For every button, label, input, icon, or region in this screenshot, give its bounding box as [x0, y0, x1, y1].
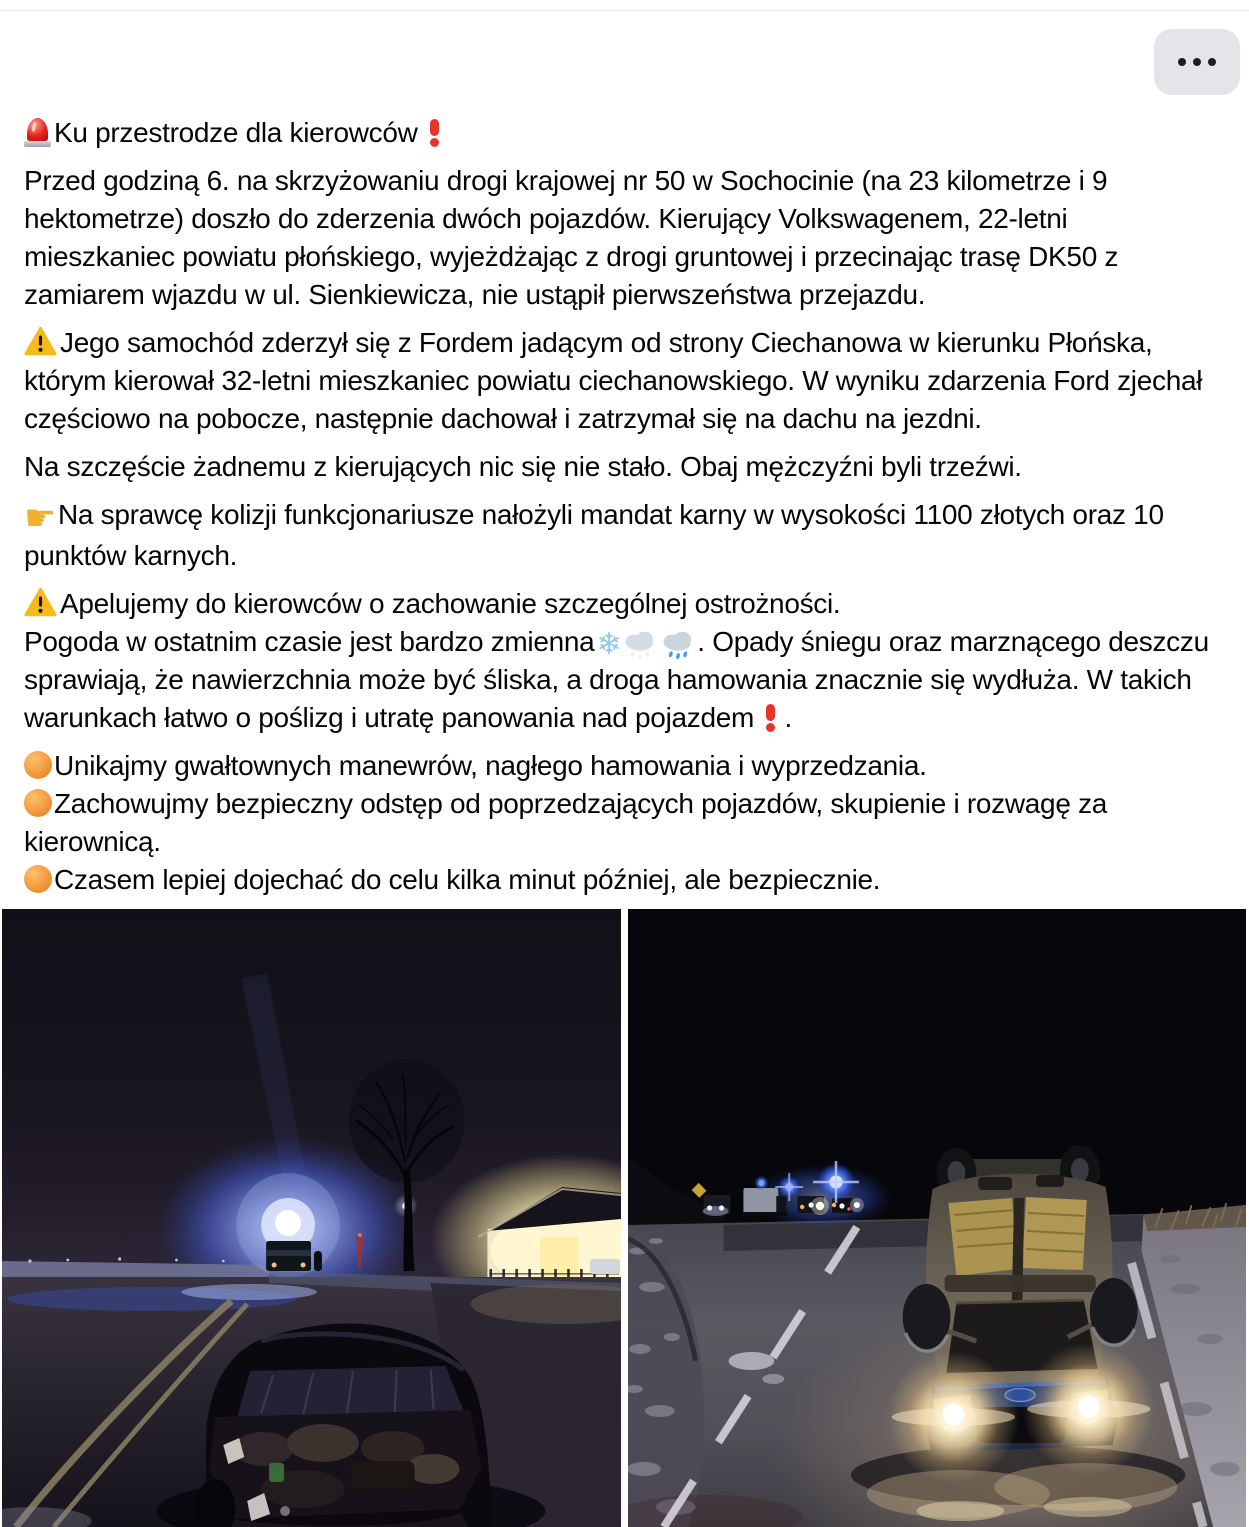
bullet-text: Czasem lepiej dojechać do celu kilka minut później, ale bezpiecznie. — [54, 864, 881, 895]
paragraph-text: . — [777, 702, 792, 733]
paragraph-fine — [24, 496, 1225, 575]
red-exclamation-emoji — [764, 702, 777, 732]
paragraph-text: Na sprawcę kolizji funkcjonariusze nałożyli mandat karny w wysokości 1100 złotych oraz 10 punktów karnych. — [24, 499, 1164, 571]
warning-sign-emoji — [24, 587, 57, 617]
paragraph-collision — [24, 324, 1225, 438]
police-car-light-emoji — [24, 117, 51, 147]
snowflake-emoji — [596, 627, 621, 662]
paragraph-appeal — [24, 585, 1225, 737]
post-header — [0, 0, 1249, 114]
backhand-index-pointing-right-emoji — [24, 498, 56, 539]
bullet-text: Zachowujmy bezpieczny odstęp od poprzedzających pojazdów, skupienie i rozwagę za kierownicą. — [24, 788, 1108, 857]
paragraph-text: Jego samochód zderzył się z Fordem jadącym od strony Ciechanowa w kierunku Płońska, którym kierował 32-letni mieszkaniec powiatu ciechanowskiego. W wyniku zdarzenia Ford zjechał częściowo na pobocze, następnie dachował i zatrzymał się na dachu na jezdni. — [24, 327, 1203, 434]
cloud-with-snow-emoji — [622, 628, 658, 659]
paragraph-accident: Przed godziną 6. na skrzyżowaniu drogi krajowej nr 50 w Sochocinie (na 23 kilometrze i 9 hektometrze) doszło do zderzenia dwóch pojazdów. Kierujący Volkswagenem, 22-letni mieszkaniec powiatu płońskiego, wyjeżdżając z drogi gruntowej i przecinając trasę DK50 z zamiarem wjazdu w ul. Sienkiewicza, nie ustąpił pierwszeństwa przejazdu. — [24, 165, 1119, 310]
paragraph-outcome: Na szczęście żadnemu z kierujących nic się nie stało. Obaj mężczyźni byli trzeźwi. — [24, 451, 1022, 482]
orange-circle-emoji — [24, 789, 52, 817]
cloud-with-rain-emoji — [660, 628, 696, 659]
paragraph-advice-bullets — [24, 747, 1225, 899]
bullet-text: Unikajmy gwałtownych manewrów, nagłego hamowania i wyprzedzania. — [54, 750, 927, 781]
paragraph-text: Apelujemy do kierowców o zachowanie szczególnej ostrożności. — [60, 588, 841, 619]
photo-overturned-car[interactable] — [628, 909, 1246, 1527]
post-text — [0, 114, 1249, 899]
paragraph-text: . Opady śniegu oraz marznącego deszczu sprawiają, że nawierzchnia może być śliska, a droga hamowania znacznie się wydłuża. W takich warunkach łatwo o poślizg i utratę panowania nad pojazdem — [24, 626, 1209, 733]
orange-circle-emoji — [24, 865, 52, 893]
post-title — [24, 114, 1225, 152]
post-photos — [0, 909, 1249, 1527]
paragraph-text: Pogoda w ostatnim czasie jest bardzo zmienna — [24, 626, 595, 657]
orange-circle-emoji — [24, 751, 52, 779]
title-text: Ku przestrodze dla kierowców — [54, 117, 418, 148]
photo-crashed-car[interactable] — [2, 909, 621, 1527]
more-options-button[interactable] — [1154, 29, 1240, 95]
red-exclamation-emoji — [428, 117, 441, 147]
warning-sign-emoji — [24, 326, 57, 356]
